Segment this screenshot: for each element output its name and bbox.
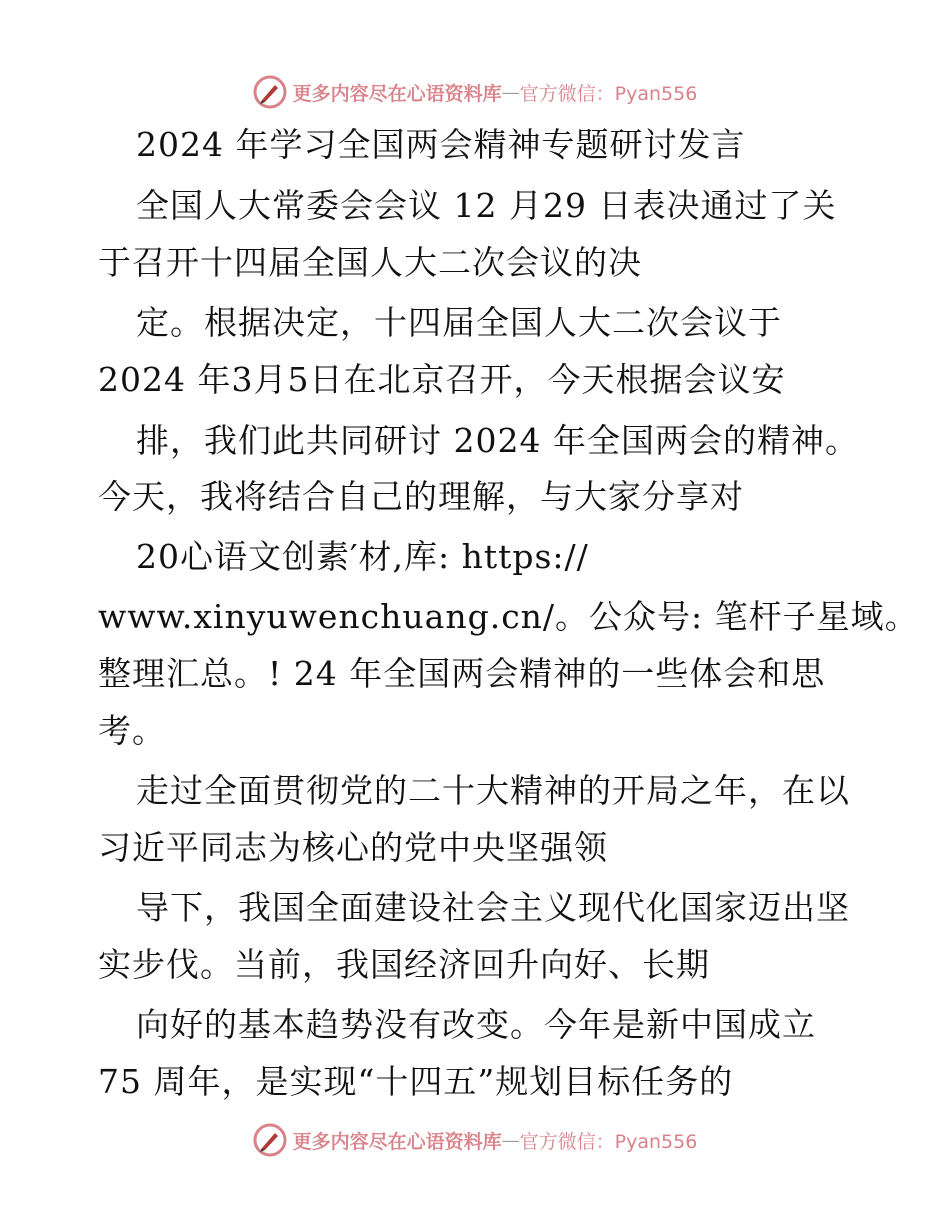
text-line: 全国人大常委会会议 12 月29 日表决通过了关 xyxy=(136,186,837,225)
pen-logo-icon xyxy=(253,75,287,109)
footer-account: 官方微信：Pyan556 xyxy=(519,1130,698,1153)
text-line: 75 周年，是实现“十四五”规划目标任务的 xyxy=(98,1062,734,1101)
footer-watermark xyxy=(0,1120,950,1160)
text-line: 于召开十四届全国人大二次会议的决 xyxy=(98,243,642,282)
text-line: 2024 年3月5日在北京召开，今天根据会议安 xyxy=(98,360,786,399)
header-text: 更多内容尽在心语资料库 xyxy=(292,82,502,105)
footer-separator: — xyxy=(501,1129,520,1151)
text-line: www.xinyuwenchuang.cn/。公众号: 笔杆子星域。 xyxy=(98,597,919,636)
pen-logo-icon xyxy=(253,1123,287,1157)
text-line: 实步伐。当前，我国经济回升向好、长期 xyxy=(98,945,710,984)
text-line: 考。 xyxy=(98,711,166,750)
header-account: 官方微信：Pyan556 xyxy=(519,82,698,105)
text-line: 导下，我国全面建设社会主义现代化国家迈出坚 xyxy=(136,888,850,927)
text-line: 定。根据决定，十四届全国人大二次会议于 xyxy=(136,303,782,342)
doc-title: 2024 年学习全国两会精神专题研讨发言 xyxy=(136,125,746,164)
text-line: 整理汇总。! 24 年全国两会精神的一些体会和思 xyxy=(98,654,826,693)
text-line: 向好的基本趋势没有改变。今年是新中国成立 xyxy=(136,1005,816,1044)
header-separator: — xyxy=(501,81,520,103)
text-line: 走过全面贯彻党的二十大精神的开局之年，在以 xyxy=(136,771,850,810)
header-watermark xyxy=(0,72,950,112)
footer-text: 更多内容尽在心语资料库 xyxy=(292,1130,502,1153)
text-line: 今天，我将结合自己的理解，与大家分享对 xyxy=(98,477,744,516)
text-line: 20心语文创素′材,库: https:// xyxy=(136,537,589,576)
text-line: 习近平同志为核心的党中央坚强领 xyxy=(98,828,608,867)
text-line: 排，我们此共同研讨 2024 年全国两会的精神。 xyxy=(136,421,859,460)
